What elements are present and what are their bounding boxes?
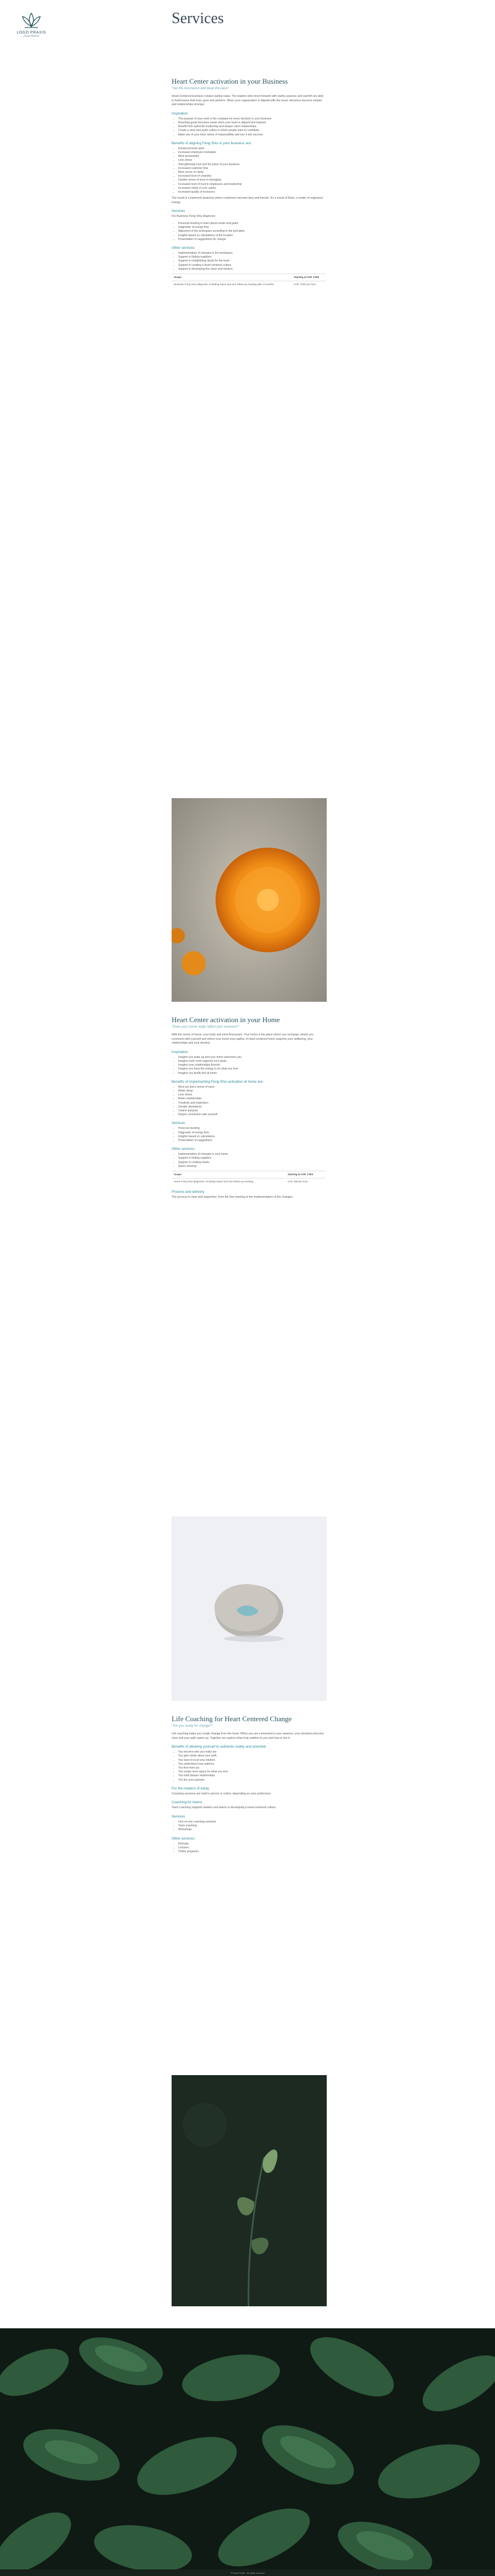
services-heading: Services (172, 1815, 185, 1819)
section-subtitle: "Are you ready for change?" (172, 1724, 213, 1728)
stone-image (172, 1516, 327, 1701)
list-item: • Lectures (178, 1846, 326, 1850)
flower-image (172, 798, 327, 1002)
table-row (172, 281, 326, 288)
list-item: • You live your purpose (178, 1778, 326, 1782)
list-item: • Creativity and inspiration (178, 1101, 326, 1105)
pricing-table (172, 1171, 326, 1186)
list-item: • Benefit from authentic leadership and deeper client relationships (178, 125, 326, 129)
table-cell: Home Feng Shui diagnosis, including report and one follow-up meeting. (172, 1178, 285, 1186)
list-item: • Presentation of suggestions (178, 1139, 326, 1143)
benefits-heading: Benefits of allowing yourself to authentic reality and potential (172, 1745, 266, 1749)
intro-text: Life coaching helps you create change from the heart. When you are connected to your essence, your decisions become clear and your path opens up. Together we explore what truly matters to you and how to live it. (172, 1732, 324, 1740)
stone-photo-icon (172, 1516, 327, 1701)
list-item: • Clearer purpose (178, 1109, 326, 1113)
list-item: • Imagine you have the energy to do what you love (178, 1067, 326, 1071)
list-item: • More sense of clarity (178, 171, 326, 174)
plant-image (172, 2075, 327, 2306)
list-item: • Support in finding suppliers (178, 1156, 326, 1160)
table-header: Starting at CHF 1'000 (285, 1171, 326, 1178)
services-intro: For Business Feng Shui diagnosis: (172, 215, 216, 219)
list-item: • Implementation of changes in your home (178, 1153, 326, 1156)
list-item: • Support in finding suppliers (178, 255, 326, 259)
intro-text: Heart-Centered business creates lasting value. The leaders who move forward with clarity, purpose and warmth are able to build teams that trust, grow and perform. When your organization is aligned with the heart, decisions become simpler and relationships stronger. (172, 95, 324, 107)
list-item: • Increased level of trust in employees and leadership (178, 183, 326, 187)
pricing-table (172, 274, 326, 288)
coaching-text: Team coaching supports leaders and teams in developing a heart-centered culture. (172, 1806, 277, 1810)
other-list (172, 1153, 326, 1169)
closing-text: The result is a harmonic business where customers become fans and friends. It's a result of flows, a center of organized energy. (172, 197, 323, 204)
list-item: • Personal meeting to learn about needs and goals (178, 222, 326, 226)
section-home (172, 1016, 326, 1202)
benefits-list (172, 1085, 326, 1117)
list-item: • Make use of your inner sense of responsibility and turn it into success (178, 133, 326, 137)
other-heading: Other services: (172, 1147, 195, 1151)
list-item: • Strengthening trust and the pulse of your business (178, 163, 326, 167)
list-item: • Increased clarity of core values (178, 187, 326, 190)
leaves-background-icon (0, 2328, 495, 2576)
process-text: The process is clear and supportive, from the first meeting to the implementation of the changes. (172, 1195, 294, 1199)
list-item: • Better relationships (178, 1097, 326, 1101)
other-heading: Other services: (172, 1836, 195, 1841)
list-item: • Support in creating a heart-centered culture (178, 264, 326, 268)
flower-photo-icon (172, 798, 327, 1002)
list-item: • Team coaching (178, 1824, 326, 1828)
list-item: • Enhanced team spirit (178, 147, 326, 151)
services-heading: Services (172, 209, 185, 214)
lotus-icon (20, 11, 42, 30)
list-item: • Support in creating rituals (178, 1161, 326, 1165)
plant-photo-icon (172, 2075, 327, 2306)
list-item: • Imagine you wake up and your home welcomes you (178, 1056, 326, 1060)
section-subtitle: "Does your home really reflect your essence?" (172, 1025, 239, 1029)
list-item: • Diagnostic of energy flow (178, 1131, 326, 1135)
services-list (172, 1127, 326, 1143)
list-item: • You create more space for what you love (178, 1770, 326, 1774)
section-coaching (172, 1715, 326, 1856)
list-item: • Greater abundance (178, 1105, 326, 1109)
list-item: • You become who you really are (178, 1750, 326, 1754)
section-subtitle: "Set the resonance and keep the pace" (172, 87, 229, 90)
coaching-heading: Coaching for teams (172, 1800, 202, 1805)
table-header: Scope (172, 274, 292, 281)
list-item: • Reaching goals becomes easier when your team is aligned and inspired (178, 121, 326, 125)
list-item: • Workshops (178, 1828, 326, 1832)
list-item: • Imagine each room supports your goals (178, 1060, 326, 1063)
section-title: Heart Center activation in your Home (172, 1016, 280, 1024)
table-header: Starting at CHF 1'500 (292, 274, 326, 281)
list-item: • You build deeper relationships (178, 1774, 326, 1778)
list-item: • Increased customer flow (178, 167, 326, 171)
intro-text: With the sense of home, your body and mind find peace. Your home is the place where you recharge, where you reconnect with yourself and where your loved ones gather. A heart-centered home supports your wellbeing, your relationships and your dreams. (172, 1033, 314, 1045)
list-item: • Insights based on calculations (178, 1135, 326, 1139)
process-heading: Process and delivery (172, 1189, 205, 1194)
section-title: Life Coaching for Heart Centered Change (172, 1715, 292, 1723)
benefits-list (172, 147, 326, 194)
list-item: • Diagnostic of energy flow (178, 226, 326, 230)
list-item: • Imagine your relationships flourish (178, 1063, 326, 1067)
model-text: Coaching sessions are held in person or online, depending on your preference. (172, 1792, 272, 1795)
list-item: • Imagine you finally feel at home (178, 1072, 326, 1076)
list-item: • Increased level of creativity (178, 174, 326, 178)
other-list (172, 1842, 326, 1854)
list-item: • Support in establishing rituals for the team (178, 259, 326, 263)
table-cell: Business Feng Shui diagnosis, including report and one follow-up meeting after 3 months. (172, 281, 292, 288)
model-heading: For the readers of today (172, 1786, 210, 1791)
list-item: • Better sleep (178, 1089, 326, 1093)
benefits-list (172, 1750, 326, 1782)
inspiration-heading: Inspiration (172, 1050, 188, 1054)
section-title: Heart Center activation in your Business (172, 77, 288, 85)
logo[interactable] (15, 11, 47, 38)
inspiration-heading: Inspiration (172, 111, 188, 116)
logo-sub: Heart-Based (23, 35, 40, 38)
header (0, 0, 495, 72)
other-heading: Other services: (172, 246, 195, 250)
services-list (172, 222, 326, 242)
list-item: • Support in developing the vision and mission (178, 268, 326, 271)
list-item: • Implementation of changes in the workspace (178, 252, 326, 255)
list-item: • Presentation of suggestions for change (178, 238, 326, 242)
page-title: Services (172, 10, 224, 27)
list-item: • Deeper connection with yourself (178, 1113, 326, 1117)
list-item: • Retreats (178, 1842, 326, 1846)
table-row (172, 274, 326, 281)
list-item: • One-on-one coaching sessions (178, 1820, 326, 1824)
list-item: • Insights based on calculations of the location (178, 234, 326, 238)
list-item: • The purpose of your work is the compass for every decision in your business (178, 117, 326, 121)
list-item: • Alignment of the workspace according to the principles (178, 230, 326, 233)
table-row (172, 1178, 326, 1186)
section-business (172, 77, 326, 292)
table-header: Scope (172, 1171, 285, 1178)
table-cell: CHF 180 per hour (285, 1178, 326, 1186)
list-item: • You find more joy (178, 1766, 326, 1770)
other-list (172, 252, 326, 271)
list-item: • Increased quality of resources (178, 190, 326, 194)
table-row (172, 1171, 326, 1178)
list-item: • More productivity (178, 155, 326, 159)
benefits-heading: Benefits of aligning Feng Shui in your business are: (172, 141, 252, 145)
services-list (172, 1820, 326, 1832)
list-item: • Online programs (178, 1850, 326, 1854)
logo-name: LOGO PRAXIS (16, 31, 46, 35)
list-item: • Increased employee motivation (178, 151, 326, 155)
list-item: • You understand your patterns (178, 1762, 326, 1766)
list-item: • Less stress (178, 159, 326, 162)
list-item: • Personal meeting (178, 1127, 326, 1131)
list-item: • Create a clear and joyful culture in which people want to contribute (178, 129, 326, 133)
list-item: • More joy and a sense of ease (178, 1085, 326, 1089)
benefits-heading: Benefits of implementing Feng Shui activation at home are: (172, 1079, 264, 1084)
list-item: • You learn to trust your intuition (178, 1759, 326, 1762)
list-item: • You gain clarity about your path (178, 1754, 326, 1758)
list-item: • Greater sense of ease in managing (178, 178, 326, 182)
inspiration-list (172, 117, 326, 137)
list-item: • Space clearing (178, 1165, 326, 1169)
list-item: • Less stress (178, 1093, 326, 1097)
footer (0, 2328, 495, 2576)
copyright: © Heart Praxis · All rights reserved (230, 2572, 265, 2574)
inspiration-list (172, 1056, 326, 1076)
table-cell: CHF 1'500 per hour (292, 281, 326, 288)
services-heading: Services (172, 1121, 185, 1126)
